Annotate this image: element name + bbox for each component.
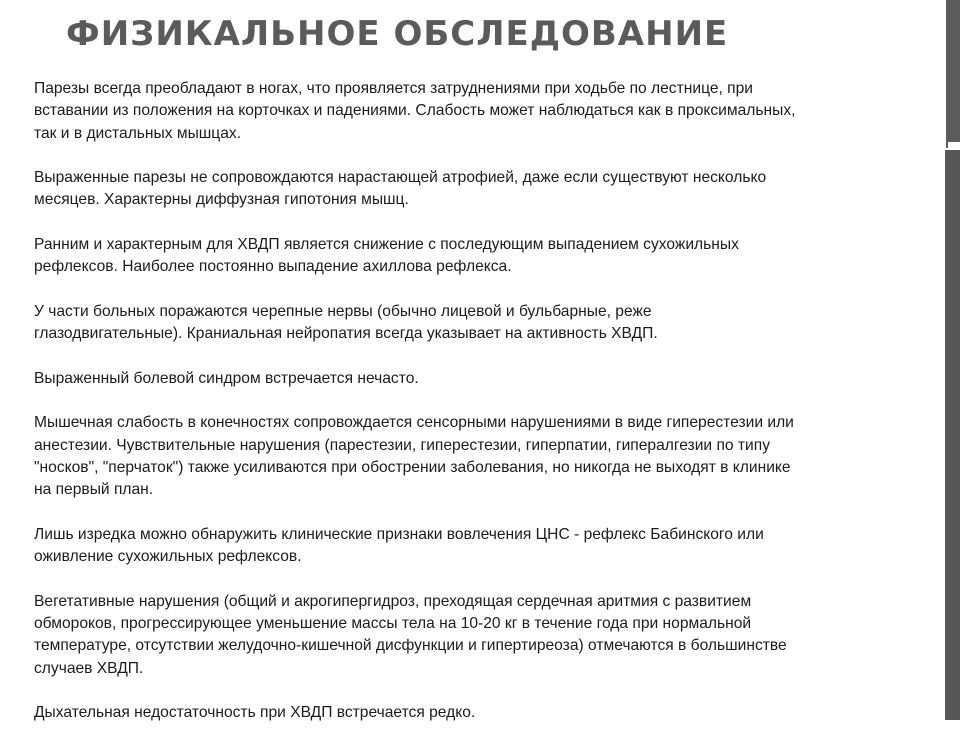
paragraph-paresis: Парезы всегда преобладают в ногах, что проявляется затруднениями при ходьбе по лестнице, при вставании из положения на корточках и падениями. Слабость может наблюдаться как в проксимальных, так и в дистальных мышцах. [34, 80, 796, 142]
slide-body [34, 78, 934, 747]
side-accent-bar-bottom [945, 150, 960, 720]
paragraph-reflexes: Ранним и характерным для ХВДП является снижение с последующим выпадением сухожильных рефлексов. Наиболее постоянно выпадение ахиллова рефлекса. [34, 236, 739, 276]
paragraph-cranial-nerves: У части больных поражаются черепные нервы (обычно лицевой и бульбарные, реже глазодвигательные). Краниальная нейропатия всегда указывает на активность ХВДП. [34, 302, 658, 343]
side-accent-bar-top [948, 0, 960, 142]
paragraph-atrophy: Выраженные парезы не сопровождаются нарастающей атрофией, даже если существуют несколько месяцев. Характерны диффузная гипотония мышц. [34, 169, 767, 209]
paragraph-cns: Лишь изредка можно обнаружить клинические признаки вовлечения ЦНС - рефлекс Бабинского или оживление сухожильных рефлексов. [34, 525, 764, 566]
paragraph-sensory: Мышечная слабость в конечностях сопровождается сенсорными нарушениями в виде гиперестезии или анестезии. Чувствительные нарушения (парестезии, гиперестезии, гиперпатии, гипералгезии по типу "носков", "перчаток") также усиливаются при обострении заболевания, но никогда не выходят в клинике на первый план. [34, 414, 794, 499]
paragraph-autonomic: Вегетативные нарушения (общий и акрогипергидроз, преходящая сердечная аритмия с развитием обмороков, прогрессирующее уменьшение массы тела на 10-20 кг в течение года при нормальной температуре, отсутствии желудочно-кишечной дисфункции и гипертиреоза) отмечаются в большинстве случаев ХВДП. [34, 592, 787, 677]
paragraph-pain: Выраженный болевой синдром встречается нечасто. [34, 369, 419, 387]
paragraph-respiratory: Дыхательная недостаточность при ХВДП встречается редко. [34, 704, 476, 722]
slide-title: ФИЗИКАЛЬНОЕ ОБСЛЕДОВАНИЕ [66, 14, 729, 54]
